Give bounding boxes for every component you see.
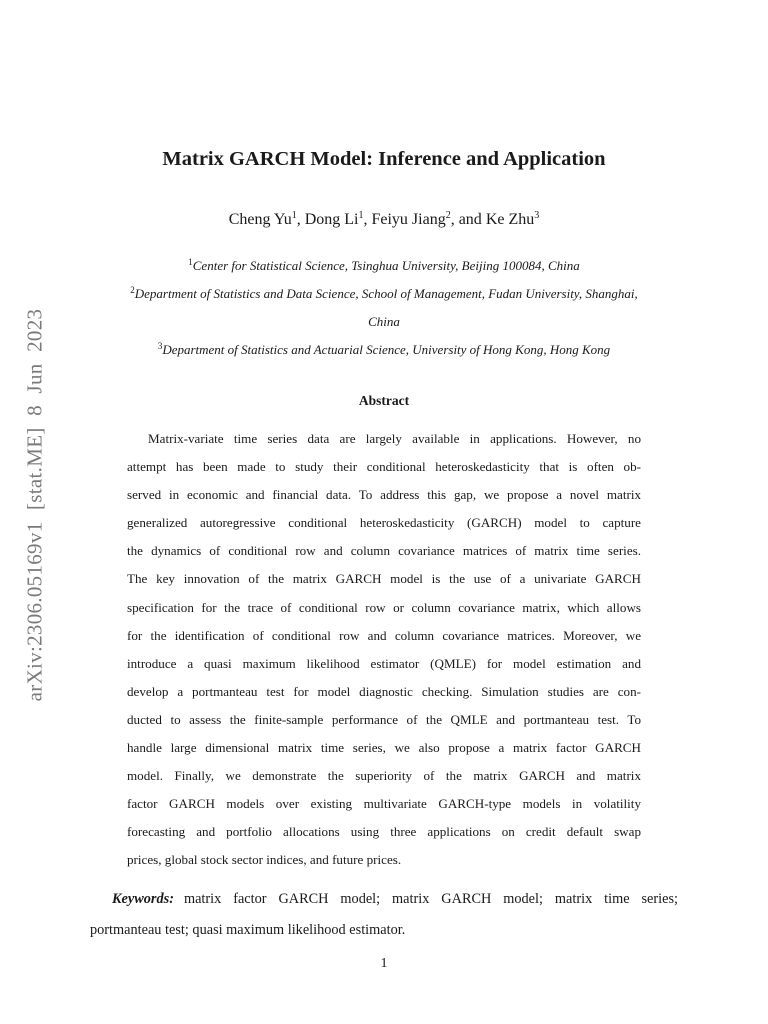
abstract-line: prices, global stock sector indices, and future prices. [127,852,402,868]
affiliation-marker: 1 [188,257,193,267]
affiliation-text: Department of Statistics and Actuarial Science, University of Hong Kong, Hong Kong [162,342,611,357]
author-affiliation-marker: 1 [291,210,297,221]
author-separator: , [363,211,372,228]
abstract-line: for the identification of conditional row and column covariance matrices. Moreover, we [127,627,641,643]
page-number: 1 [380,956,388,971]
abstract-line: Matrix-variate time series data are largely available in applications. However, no [148,431,641,446]
paper-title: Matrix GARCH Model: Inference and Application [162,148,606,170]
keywords-label: Keywords: [112,891,174,907]
author-name: Cheng Yu [228,211,292,228]
author-separator: , [296,211,305,228]
author-separator: , and [450,211,486,228]
abstract-line: model. Finally, we demonstrate the superiority of the matrix GARCH and matrix [127,768,641,784]
affiliation-text: Center for Statistical Science, Tsinghua University, Beijing 100084, China [192,258,580,273]
affiliation-3 [0,342,768,358]
affiliation-2-continuation: China [368,314,400,329]
abstract-line: factor GARCH models over existing multivariate GARCH-type models in volatility [127,796,641,812]
abstract-line: forecasting and portfolio allocations using three applications on credit default swap [127,824,641,840]
arxiv-identifier-stamp: arXiv:2306.05169v1 [stat.ME] 8 Jun 2023 [22,308,47,702]
abstract-line: introduce a quasi maximum likelihood estimator (QMLE) for model estimation and [127,655,641,671]
keywords-line [90,884,678,915]
affiliation-marker: 2 [130,285,135,295]
keywords-line-continuation: portmanteau test; quasi maximum likelihood estimator. [90,922,406,938]
abstract-line: specification for the trace of conditional row or column covariance matrix, which allows [127,599,641,615]
abstract-line: attempt has been made to study their conditional heteroskedasticity that is often ob- [127,459,641,475]
abstract-line: served in economic and financial data. To address this gap, we propose a novel matrix [127,487,641,503]
affiliation-marker: 3 [157,341,163,351]
abstract-line: handle large dimensional matrix time series, we also propose a matrix factor GARCH [127,740,641,756]
keywords-text: matrix factor GARCH model; matrix GARCH model; matrix time series; [183,891,678,907]
abstract-line: the dynamics of conditional row and column covariance matrices of matrix time series. [127,543,641,559]
author-list [0,211,768,229]
author-name: Dong Li [304,211,359,228]
affiliation-text: Department of Statistics and Data Science, School of Management, Fudan University, Shanghai, [134,286,638,301]
author-affiliation-marker: 3 [534,210,540,221]
abstract-line: generalized autoregressive conditional heteroskedasticity (GARCH) model to capture [127,515,641,531]
affiliation-1 [0,258,768,274]
abstract-line: develop a portmanteau test for model diagnostic checking. Simulation studies are con- [127,683,641,699]
keywords-block [90,884,678,946]
abstract-body [127,425,641,875]
author-name: Feiyu Jiang [371,211,446,228]
abstract-heading: Abstract [358,393,410,408]
author-affiliation-marker: 1 [358,210,364,221]
author-name: Ke Zhu [485,211,535,228]
affiliation-2 [0,286,768,302]
author-affiliation-marker: 2 [445,210,451,221]
abstract-line: ducted to assess the finite-sample performance of the QMLE and portmanteau test. To [127,711,641,727]
abstract-line: The key innovation of the matrix GARCH model is the use of a univariate GARCH [127,571,641,587]
